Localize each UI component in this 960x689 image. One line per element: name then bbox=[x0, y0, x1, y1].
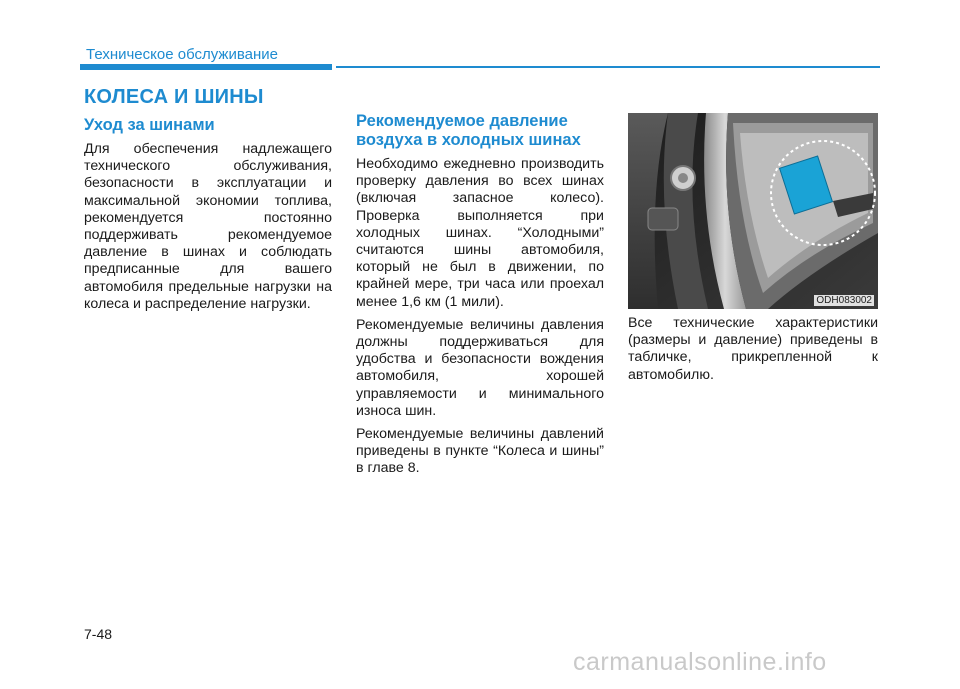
paragraph: Рекомендуемые величины давлений приведены в пункте “Колеса и шины” в главе 8. bbox=[356, 426, 604, 477]
paragraph: Необходимо ежедневно производить проверку давления во всех шинах (включая запасное колесо). Проверка выполняется при холодных шинах. “Холодными” считаются шины автомобиля, который не был в движении, по крайней мере, три часа или проехал менее 1,6 км (1 мили). bbox=[356, 156, 604, 310]
column-cold-pressure bbox=[356, 112, 604, 484]
figure-code: ODH083002 bbox=[816, 295, 872, 306]
chapter-title: Техническое обслуживание bbox=[86, 46, 278, 63]
heading-tire-care: Уход за шинами bbox=[84, 116, 215, 134]
column-tire-care bbox=[84, 116, 332, 319]
paragraph: Все технические характеристики (размеры и давление) приведены в табличке, прикрепленной к автомобилю. bbox=[628, 315, 878, 383]
header-rule-thick bbox=[80, 64, 332, 70]
section-title: КОЛЕСА И ШИНЫ bbox=[84, 86, 264, 108]
page-number: 7-48 bbox=[84, 626, 113, 642]
header-rule-thin bbox=[336, 66, 880, 68]
paragraph: Для обеспечения надлежащего технического обслуживания, безопасности в эксплуатации и максимальной экономии топлива, рекомендуется постоянно поддерживать рекомендуемое давление в шинах и соблюдать предписанные для вашего автомобиля предельные нагрузки на колеса и распределение нагрузки. bbox=[84, 141, 332, 312]
watermark: carmanualsonline.info bbox=[573, 648, 827, 676]
heading-cold-pressure: Рекомендуемое давление воздуха в холодных шинах bbox=[356, 112, 581, 149]
tire-label-figure bbox=[628, 113, 878, 309]
paragraph: Рекомендуемые величины давления должны поддерживаться для удобства и безопасности вождения автомобиля, хорошей управляемости и минимального износа шин. bbox=[356, 316, 604, 419]
column-specifications bbox=[628, 315, 878, 390]
door-pillar-illustration bbox=[628, 113, 878, 309]
